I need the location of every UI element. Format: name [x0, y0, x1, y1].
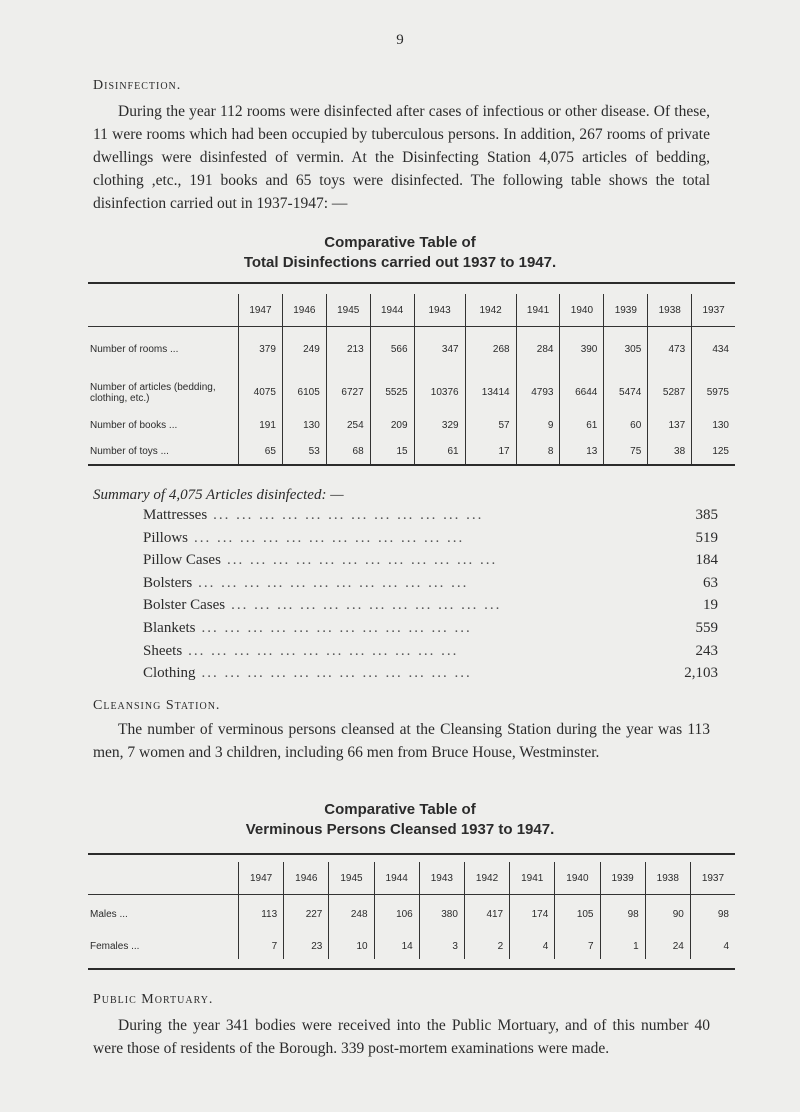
table-cell: 4	[690, 935, 735, 959]
table2-title	[0, 800, 800, 840]
mortuary-heading: Public Mortuary.	[93, 992, 214, 1007]
table1-year-header: 1940	[560, 294, 604, 327]
table-cell: 5525	[370, 373, 414, 413]
leader-dots: ... ... ... ... ... ... ... ... ... ... ... ...	[213, 507, 484, 523]
table-cell: 347	[414, 327, 465, 373]
table2-corner	[88, 862, 239, 895]
summary-item	[143, 643, 718, 666]
table-cell: 8	[516, 439, 560, 465]
summary-item	[143, 530, 718, 553]
summary-item-label: Bolster Cases	[143, 597, 226, 614]
table2-year-header: 1944	[374, 862, 419, 895]
table-cell: 284	[516, 327, 560, 373]
summary-item-label: Sheets	[143, 642, 183, 659]
summary-item	[143, 552, 718, 575]
table-cell: 125	[692, 439, 735, 465]
table2-year-header: 1937	[690, 862, 735, 895]
table-cell: 130	[282, 413, 326, 439]
table1-year-header: 1944	[370, 294, 414, 327]
summary-list	[143, 507, 718, 688]
row-label: Number of books ...	[90, 420, 178, 431]
table-row	[88, 373, 735, 413]
table1-year-header: 1942	[465, 294, 516, 327]
table-cell: 98	[600, 895, 645, 935]
table-cell: 13414	[465, 373, 516, 413]
table-cell: 417	[464, 895, 509, 935]
leader-dots: ... ... ... ... ... ... ... ... ... ... ... ...	[231, 597, 502, 614]
table-cell: 137	[648, 413, 692, 439]
summary-item-label: Pillow Cases	[143, 552, 221, 569]
table1-year-header: 1946	[282, 294, 326, 327]
table-cell: 24	[645, 935, 690, 959]
table-cell: 53	[282, 439, 326, 465]
table-cell: 4	[510, 935, 555, 959]
row-label: Number of toys ...	[90, 446, 169, 457]
table-cell: 7	[555, 935, 600, 959]
table-cell: 5975	[692, 373, 735, 413]
summary-item	[143, 507, 718, 530]
table2-year-header: 1939	[600, 862, 645, 895]
leader-dots: ... ... ... ... ... ... ... ... ... ... ... ...	[226, 552, 498, 569]
table-cell: 4793	[516, 373, 560, 413]
table-cell: 38	[648, 439, 692, 465]
disinfection-heading: Disinfection.	[93, 78, 182, 93]
summary-item-value: 243	[695, 642, 718, 659]
table-cell: 68	[326, 439, 370, 465]
table-cell: 60	[604, 413, 648, 439]
table-cell: 57	[465, 413, 516, 439]
page-number: 9	[396, 32, 404, 48]
table-cell: 7	[239, 935, 284, 959]
table-cell: 98	[690, 895, 735, 935]
table2-year-header: 1938	[645, 862, 690, 895]
table1-title	[0, 233, 800, 273]
table1-year-header: 1939	[604, 294, 648, 327]
table-cell: 329	[414, 413, 465, 439]
leader-dots: ... ... ... ... ... ... ... ... ... ... ... ...	[201, 619, 472, 636]
table-row	[88, 895, 735, 935]
table-cell: 61	[560, 413, 604, 439]
table2-header-row	[88, 862, 735, 895]
mortuary-paragraph: During the year 341 bodies were received into the Public Mortuary, and of this number 40 were those of residents of the Borough. 339 post-mortem examinations were made.	[93, 1017, 710, 1057]
table1-year-header: 1947	[239, 294, 283, 327]
row-label: Females ...	[90, 941, 140, 952]
summary-item	[143, 575, 718, 598]
table-cell: 566	[370, 327, 414, 373]
table-cell: 6727	[326, 373, 370, 413]
table-cell: 65	[239, 439, 283, 465]
table-cell: 14	[374, 935, 419, 959]
table-cell: 191	[239, 413, 283, 439]
table-cell: 213	[326, 327, 370, 373]
table2-year-header: 1942	[464, 862, 509, 895]
table-cell: 10	[329, 935, 374, 959]
summary-item-value: 184	[695, 552, 718, 569]
table-cell: 10376	[414, 373, 465, 413]
summary-item-value: 19	[703, 597, 718, 614]
table-cell: 209	[370, 413, 414, 439]
summary-item-value: 519	[695, 529, 718, 546]
leader-dots: ... ... ... ... ... ... ... ... ... ... ... ...	[188, 642, 459, 659]
table1-year-header: 1943	[414, 294, 465, 327]
table-cell: 254	[326, 413, 370, 439]
leader-dots: ... ... ... ... ... ... ... ... ... ... ... ...	[194, 529, 465, 546]
table2-year-header: 1940	[555, 862, 600, 895]
summary-item-value: 63	[703, 574, 718, 591]
summary-item-label: Pillows	[143, 529, 189, 546]
table1-header-row	[88, 294, 735, 327]
table-row	[88, 439, 735, 465]
table-cell: 2	[464, 935, 509, 959]
table1-year-header: 1941	[516, 294, 560, 327]
table1-top-rule	[88, 282, 735, 284]
table-cell: 174	[510, 895, 555, 935]
table-cell: 5287	[648, 373, 692, 413]
table-cell: 3	[419, 935, 464, 959]
table-cell: 90	[645, 895, 690, 935]
disinfections-table	[88, 294, 735, 465]
table-row	[88, 413, 735, 439]
table-cell: 305	[604, 327, 648, 373]
table1-title-line2: Total Disinfections carried out 1937 to 1947.	[243, 254, 557, 271]
table2-title-line1: Comparative Table of	[324, 801, 476, 818]
table2-year-header: 1943	[419, 862, 464, 895]
table-cell: 9	[516, 413, 560, 439]
table2-top-rule	[88, 853, 735, 855]
table-cell: 13	[560, 439, 604, 465]
table2-title-line2: Verminous Persons Cleansed 1937 to 1947.	[245, 821, 555, 838]
table-cell: 75	[604, 439, 648, 465]
cleansing-paragraph: The number of verminous persons cleansed at the Cleansing Station during the year was 113 men, 7 women and 3 children, including 66 men from Bruce House, Westminster.	[93, 721, 710, 761]
table-cell: 1	[600, 935, 645, 959]
table-cell: 4075	[239, 373, 283, 413]
table-cell: 390	[560, 327, 604, 373]
table-cell: 379	[239, 327, 283, 373]
table2-year-header: 1941	[510, 862, 555, 895]
summary-item	[143, 665, 718, 688]
table-cell: 380	[419, 895, 464, 935]
table2-year-header: 1947	[239, 862, 284, 895]
summary-item	[143, 597, 718, 620]
table1-bottom-rule	[88, 464, 735, 466]
cleansing-heading: Cleansing Station.	[93, 698, 221, 713]
table2-bottom-rule	[88, 968, 735, 970]
table1-year-header: 1945	[326, 294, 370, 327]
table-row	[88, 327, 735, 373]
table-row	[88, 935, 735, 959]
row-label: Number of rooms ...	[90, 344, 179, 356]
summary-item-value: 559	[695, 619, 718, 636]
table1-year-header: 1938	[648, 294, 692, 327]
table-cell: 248	[329, 895, 374, 935]
table-cell: 249	[282, 327, 326, 373]
table-cell: 106	[374, 895, 419, 935]
row-label: Males ...	[90, 909, 128, 921]
summary-intro: Summary of 4,075 Articles disinfected: —	[93, 487, 344, 503]
table-cell: 6644	[560, 373, 604, 413]
table-cell: 227	[284, 895, 329, 935]
summary-item-value: 385	[695, 507, 718, 523]
table-cell: 434	[692, 327, 735, 373]
table-cell: 130	[692, 413, 735, 439]
leader-dots: ... ... ... ... ... ... ... ... ... ... ... ...	[201, 665, 472, 682]
table1-title-line1: Comparative Table of	[324, 234, 476, 251]
table-cell: 105	[555, 895, 600, 935]
summary-item-label: Bolsters	[143, 574, 193, 591]
table-cell: 268	[465, 327, 516, 373]
table-cell: 473	[648, 327, 692, 373]
table-cell: 5474	[604, 373, 648, 413]
table-cell: 17	[465, 439, 516, 465]
table2-year-header: 1946	[284, 862, 329, 895]
leader-dots: ... ... ... ... ... ... ... ... ... ... ... ...	[198, 574, 469, 591]
summary-item-label: Clothing	[143, 665, 196, 682]
summary-item-label: Mattresses	[143, 507, 208, 523]
table1-year-header: 1937	[692, 294, 735, 327]
table1-corner	[88, 294, 239, 327]
table2-year-header: 1945	[329, 862, 374, 895]
table-cell: 15	[370, 439, 414, 465]
table-cell: 113	[239, 895, 284, 935]
summary-item	[143, 620, 718, 643]
table-cell: 61	[414, 439, 465, 465]
summary-item-value: 2,103	[684, 665, 718, 682]
disinfection-paragraph: During the year 112 rooms were disinfected after cases of infectious or other disease. Of these, 11 were rooms which had been occupied by tuberculous persons. In addition, 267 rooms of private dwellings were disinfested of vermin. At the Disinfecting Station 4,075 articles of bedding, clothing ,etc., 191 books and 65 toys were disinfected. The following table shows the total disinfection carried out in 1937-1947: —	[93, 103, 710, 212]
table-cell: 6105	[282, 373, 326, 413]
verminous-persons-table	[88, 862, 735, 959]
table-cell: 23	[284, 935, 329, 959]
row-label: Number of articles (bedding, clothing, etc.)	[90, 381, 216, 404]
summary-item-label: Blankets	[143, 619, 196, 636]
